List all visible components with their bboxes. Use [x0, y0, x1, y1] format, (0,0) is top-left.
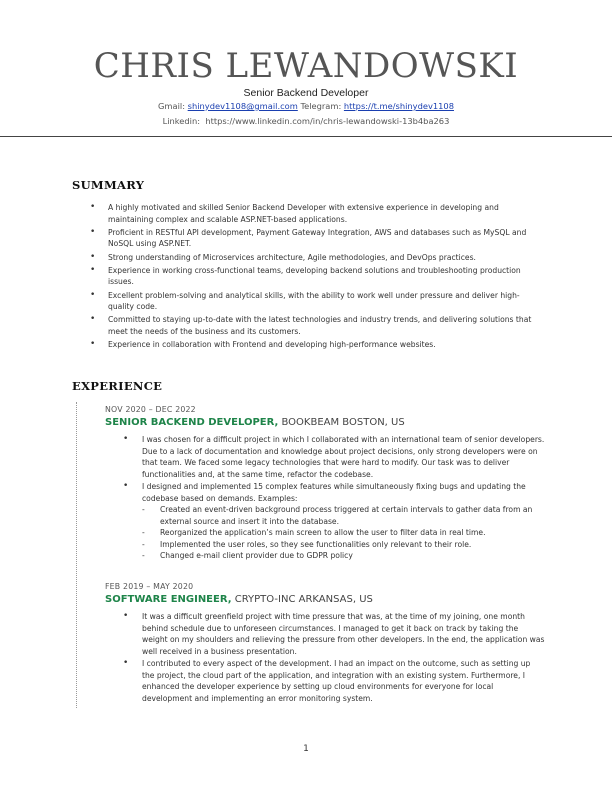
summary-item: • Experience in working cross-functional teams, developing backend solutions and troubleshooting production issues. — [90, 265, 545, 288]
summary-item: • Committed to staying up-to-date with the latest technologies and industry trends, and delivering solutions that meet the needs of the business and its customers. — [90, 314, 545, 337]
summary-item: • A highly motivated and skilled Senior Backend Developer with extensive experience in developing and maintaining complex and scalable ASP.NET-based applications. — [90, 202, 545, 225]
job-sub-bullets — [142, 504, 545, 562]
job-heading — [105, 416, 545, 430]
summary-item: • Experience in collaboration with Frontend and developing high-performance websites. — [90, 339, 545, 351]
job-bullet: • I was chosen for a difficult project in which I collaborated with an international team of senior developers. Due to a lack of documentation and knowledge about project decisions, only strong developers were on that team. We faced some legacy technologies that were hard to modify. Our task was to deliver functionalities and, at the same time, refactor the codebase. — [105, 434, 545, 480]
job-dates: NOV 2020 – DEC 2022 — [105, 405, 196, 414]
linkedin-label: Linkedin: — [162, 116, 201, 126]
job-title: SENIOR BACKEND DEVELOPER, — [105, 417, 279, 428]
summary-list — [90, 202, 545, 353]
job-title: SOFTWARE ENGINEER, — [105, 594, 232, 605]
job-bullet: • It was a difficult greenfield project with time pressure that was, at the time of my joining, one month behind schedule due to unforeseen circumstances. I managed to get it back on track by taking the weight on my shoulders and relieving the pressure from other developers. In the end, the application was well received in a business presentation. — [105, 611, 545, 657]
job-sub-bullet: - Created an event-driven background process triggered at certain intervals to gather data from an external source and insert it into the database. — [142, 504, 545, 527]
experience-heading: EXPERIENCE — [72, 379, 163, 393]
contact-line-linkedin — [0, 116, 612, 126]
job-bullets — [105, 434, 545, 562]
job-bullet: • I contributed to every aspect of the development. I had an impact on the outcome, such as setting up the project, the cloud part of the application, and integration with an existing system. Furthermore, I enhanced the developer experience by setting up cloud environments for everyone for local development and implementing an error monitoring system. — [105, 658, 545, 704]
summary-item: • Excellent problem-solving and analytical skills, with the ability to work well under pressure and deliver high-quality code. — [90, 290, 545, 313]
gmail-link[interactable]: shinydev1108@gmail.com — [187, 101, 298, 111]
job-sub-bullet: - Changed e-mail client provider due to GDPR policy — [142, 550, 545, 562]
linkedin-url[interactable]: https://www.linkedin.com/in/chris-lewandowski-13b4ba263 — [205, 116, 450, 126]
job-heading — [105, 593, 545, 607]
telegram-label: Telegram: — [300, 101, 342, 111]
experience-timeline-line — [76, 402, 77, 708]
job-company: BOOKBEAM BOSTON, US — [281, 417, 405, 428]
job-entry — [105, 404, 545, 563]
summary-item: • Proficient in RESTful API development, Payment Gateway Integration, AWS and databases such as MySQL and NoSQL using ASP.NET. — [90, 227, 545, 250]
candidate-role: Senior Backend Developer — [243, 87, 369, 99]
job-entry — [105, 581, 545, 705]
summary-item: • Strong understanding of Microservices architecture, Agile methodologies, and DevOps practices. — [90, 252, 545, 264]
header-divider — [0, 136, 612, 137]
job-bullets — [105, 611, 545, 704]
summary-heading: SUMMARY — [72, 178, 145, 192]
job-bullet-text: I designed and implemented 15 complex features while simultaneously fixing bugs and updating the codebase based on demands. Examples: — [142, 482, 526, 503]
contact-line-primary — [0, 101, 612, 111]
page-number: 1 — [303, 744, 309, 754]
gmail-label: Gmail: — [158, 101, 186, 111]
job-bullet-with-examples — [105, 481, 545, 562]
job-sub-bullet: - Implemented the user roles, so they see functionalities only relevant to their role. — [142, 539, 545, 551]
job-sub-bullet: - Reorganized the application’s main screen to allow the user to filter data in real time. — [142, 527, 545, 539]
job-company: CRYPTO-INC ARKANSAS, US — [234, 594, 373, 605]
job-dates: FEB 2019 – MAY 2020 — [105, 582, 194, 591]
telegram-link[interactable]: https://t.me/shinydev1108 — [343, 101, 454, 111]
candidate-name: CHRIS LEWANDOWSKI — [93, 46, 519, 86]
